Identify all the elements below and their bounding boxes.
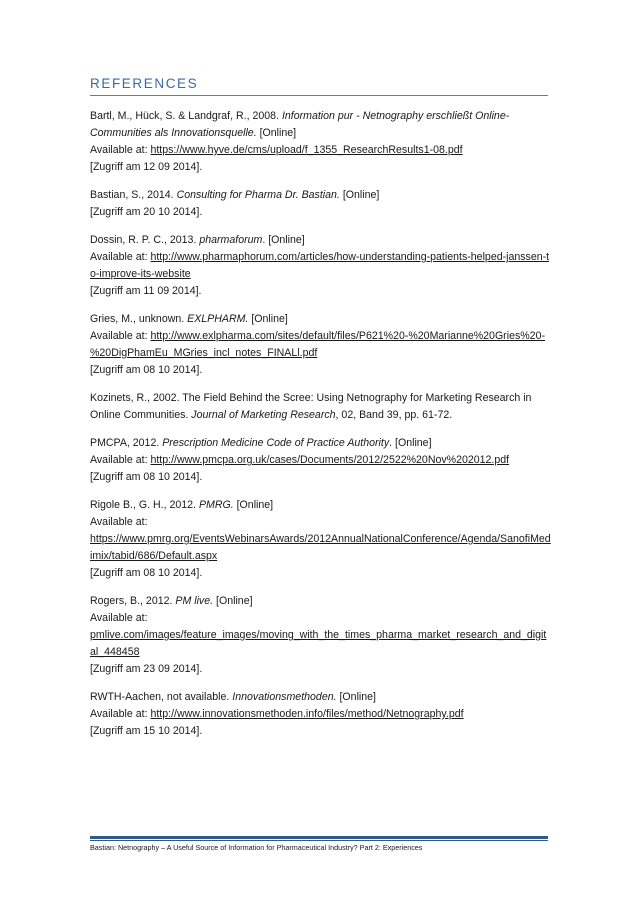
reference-url-line	[90, 531, 552, 565]
accessed-date: [Zugriff am 08 10 2014].	[90, 567, 203, 579]
available-at-label: Available at:	[90, 708, 151, 720]
citation-text: Online Communities.	[90, 409, 192, 421]
reference-citation-line	[90, 593, 552, 610]
accessed-date: [Zugriff am 23 09 2014].	[90, 663, 203, 675]
accessed-date: [Zugriff am 20 10 2014].	[90, 206, 203, 218]
reference-entry	[90, 390, 552, 424]
reference-citation-line	[90, 125, 552, 142]
reference-citation-line	[90, 435, 552, 452]
available-at-label: Available at:	[90, 612, 148, 624]
section-heading: REFERENCES	[90, 76, 199, 91]
citation-title: Innovationsmethoden.	[232, 691, 337, 703]
heading-divider	[90, 95, 548, 96]
citation-title: Consulting for Pharma Dr. Bastian.	[176, 189, 340, 201]
accessed-date: [Zugriff am 08 10 2014].	[90, 471, 203, 483]
available-at-label: Available at:	[90, 144, 151, 156]
reference-entry	[90, 593, 552, 678]
citation-text: [Online]	[256, 127, 297, 139]
citation-text: Rigole B., G. H., 2012.	[90, 499, 199, 511]
accessed-date: [Zugriff am 11 09 2014].	[90, 285, 202, 297]
reference-citation-line	[90, 390, 552, 407]
citation-title: Information pur - Netnography erschließt Online-	[281, 110, 510, 122]
footer-divider-thick	[90, 836, 548, 839]
reference-entry	[90, 689, 552, 740]
reference-citation-line	[90, 497, 552, 514]
accessed-date: [Zugriff am 15 10 2014].	[90, 725, 203, 737]
accessed-date: [Zugriff am 12 09 2014].	[90, 161, 203, 173]
citation-title: Journal of Marketing Research	[191, 409, 336, 421]
reference-link[interactable]: http://www.innovationsmethoden.info/files/method/Netnography.pdf	[150, 708, 464, 720]
reference-link[interactable]: https://www.pmrg.org/EventsWebinarsAwards/2012AnnualNationalConference/Agenda/SanofiMedimix/tabid/686/Default.aspx	[90, 533, 551, 562]
reference-entry	[90, 435, 552, 486]
reference-url-line	[90, 627, 552, 661]
citation-title: EXLPHARM.	[187, 313, 249, 325]
reference-entry	[90, 232, 552, 300]
citation-title: pharmaforum	[199, 234, 263, 246]
citation-text: Bartl, M., Hück, S. & Landgraf, R., 2008.	[90, 110, 282, 122]
citation-text: [Online]	[248, 313, 288, 325]
reference-link[interactable]: http://www.exlpharma.com/sites/default/files/P621%20-%20Marianne%20Gries%20-%20DigPhamEu_MGries_incl_notes_FINALl.pdf	[90, 330, 545, 359]
reference-url-line	[90, 514, 552, 531]
reference-citation-line	[90, 108, 552, 125]
reference-url-line	[90, 452, 552, 469]
citation-text: Bastian, S., 2014.	[90, 189, 177, 201]
citation-text: Kozinets, R., 2002. The Field Behind the Scree: Using Netnography for Marketing Research in	[90, 392, 532, 404]
accessed-date: [Zugriff am 08 10 2014].	[90, 364, 203, 376]
reference-link[interactable]: http://www.pharmaphorum.com/articles/how-understanding-patients-helped-janssen-to-improve-its-website	[90, 251, 550, 280]
citation-text: [Online]	[336, 691, 376, 703]
available-at-label: Available at:	[90, 516, 148, 528]
reference-citation-line	[90, 407, 552, 424]
citation-text: Gries, M., unknown.	[90, 313, 188, 325]
footer-divider-thin	[90, 840, 548, 841]
citation-text: . [Online]	[262, 234, 305, 246]
reference-url-line	[90, 142, 552, 159]
citation-text: [Online]	[213, 595, 253, 607]
citation-title: Prescription Medicine Code of Practice Authority	[162, 437, 390, 449]
citation-text: PMCPA, 2012.	[90, 437, 163, 449]
citation-text: Dossin, R. P. C., 2013.	[90, 234, 200, 246]
reference-entry	[90, 187, 552, 221]
available-at-label: Available at:	[90, 330, 151, 342]
reference-url-line	[90, 706, 552, 723]
reference-link[interactable]: pmlive.com/images/feature_images/moving_with_the_times_pharma_market_research_and_digital_448458	[90, 629, 547, 658]
reference-citation-line	[90, 187, 552, 204]
available-at-label: Available at:	[90, 454, 151, 466]
available-at-label: Available at:	[90, 251, 151, 263]
reference-citation-line	[90, 689, 552, 706]
citation-title: PMRG.	[198, 499, 234, 511]
reference-entry	[90, 497, 552, 582]
reference-entry	[90, 108, 552, 176]
citation-text: . [Online]	[389, 437, 432, 449]
reference-entry	[90, 311, 552, 379]
citation-text: , 02, Band 39, pp. 61-72.	[335, 409, 453, 421]
citation-text: Rogers, B., 2012.	[90, 595, 176, 607]
reference-url-line	[90, 249, 552, 283]
reference-citation-line	[90, 311, 552, 328]
citation-text: [Online]	[233, 499, 274, 511]
citation-title: PM live.	[175, 595, 214, 607]
reference-url-line	[90, 328, 552, 362]
citation-text: [Online]	[339, 189, 380, 201]
page-footer: Bastian: Netnography – A Useful Source of Information for Pharmaceutical Industry? Part 2: Experiences	[90, 843, 423, 852]
citation-text: RWTH-Aachen, not available.	[90, 691, 233, 703]
reference-url-line	[90, 610, 552, 627]
citation-title: Communities als Innovationsquelle.	[90, 127, 257, 139]
reference-link[interactable]: http://www.pmcpa.org.uk/cases/Documents/2012/2522%20Nov%202012.pdf	[150, 454, 510, 466]
reference-list	[90, 108, 552, 751]
reference-link[interactable]: https://www.hyve.de/cms/upload/f_1355_ResearchResults1-08.pdf	[150, 144, 463, 156]
reference-citation-line	[90, 232, 552, 249]
